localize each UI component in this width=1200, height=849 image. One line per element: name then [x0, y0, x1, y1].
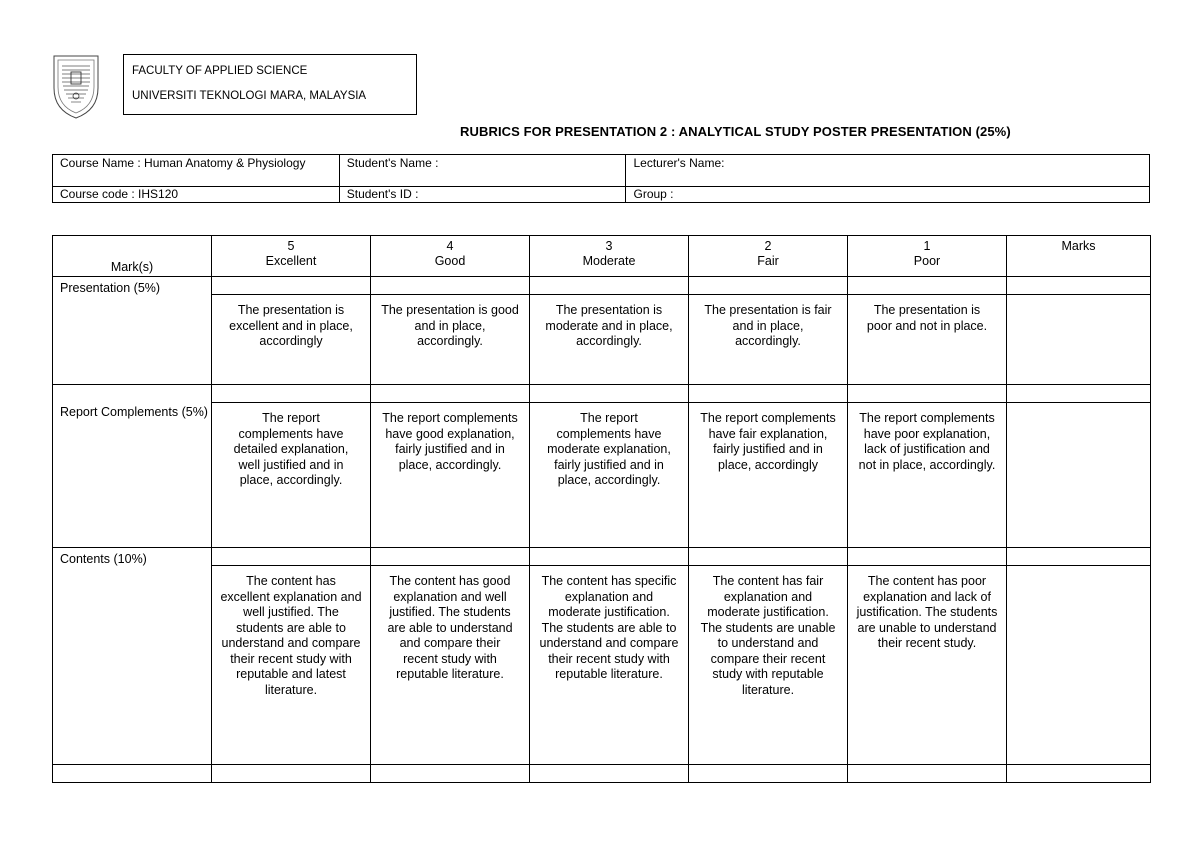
level-4-score: 4 [446, 239, 454, 253]
level-2-score: 2 [764, 239, 772, 253]
contents-level-3: The content has specific explanation and moderate justification. The students are able to understand and compare their recent study with reputable literature. [530, 566, 689, 765]
course-info-table [52, 154, 1150, 203]
total-marks-cell[interactable] [1007, 765, 1151, 783]
university-crest-icon [50, 52, 102, 122]
student-name-field[interactable]: Student's Name : [339, 155, 626, 187]
contents-level-1: The content has poor explanation and lack of justification. The students are unable to understand their recent study. [848, 566, 1007, 765]
level-2-header [689, 236, 848, 277]
report-marks-cell[interactable] [1007, 403, 1151, 548]
marks-column-header: Marks [1007, 236, 1151, 277]
contents-marks-cell[interactable] [1007, 566, 1151, 765]
level-1-score: 1 [923, 239, 931, 253]
group-field[interactable]: Group : [626, 187, 1150, 203]
faculty-header-box [123, 54, 417, 115]
course-name-field[interactable]: Course Name : Human Anatomy & Physiology [53, 155, 340, 187]
level-5-label: Excellent [265, 254, 317, 268]
student-id-field[interactable]: Student's ID : [339, 187, 626, 203]
contents-level-4: The content has good explanation and well justified. The students are able to understand and compare their recent study with reputable literature. [371, 566, 530, 765]
presentation-level-4: The presentation is good and in place, accordingly. [371, 295, 530, 385]
level-4-label: Good [434, 254, 466, 268]
level-1-header [848, 236, 1007, 277]
presentation-marks-cell[interactable] [1007, 295, 1151, 385]
level-4-header [371, 236, 530, 277]
level-3-header [530, 236, 689, 277]
total-row [53, 765, 1151, 783]
presentation-level-1: The presentation is poor and not in place. [848, 295, 1007, 385]
criterion-row-contents [53, 566, 1151, 765]
level-2-label: Fair [757, 254, 779, 268]
page-title: RUBRICS FOR PRESENTATION 2 : ANALYTICAL STUDY POSTER PRESENTATION (25%) [460, 124, 1011, 139]
university-name: UNIVERSITI TEKNOLOGI MARA, MALAYSIA [132, 90, 367, 102]
report-level-3: The report complements have moderate explanation, fairly justified and in place, accordingly. [530, 403, 689, 548]
report-level-2: The report complements have fair explanation, fairly justified and in place, accordingly [689, 403, 848, 548]
level-3-score: 3 [605, 239, 613, 253]
rubric-table [52, 235, 1151, 783]
contents-level-2: The content has fair explanation and moderate justification. The students are unable to understand and compare their recent study with reputable literature. [689, 566, 848, 765]
presentation-level-5: The presentation is excellent and in place, accordingly [212, 295, 371, 385]
criterion-contents: Contents (10%) [53, 548, 212, 765]
contents-level-5: The content has excellent explanation and well justified. The students are able to understand and compare their recent study with reputable and latest literature. [212, 566, 371, 765]
course-code-field[interactable]: Course code : IHS120 [53, 187, 340, 203]
marks-label-header: Mark(s) [53, 236, 212, 277]
rubric-header-row [53, 236, 1151, 277]
criterion-report-complements: Report Complements (5%) [53, 385, 212, 548]
presentation-level-3: The presentation is moderate and in place, accordingly. [530, 295, 689, 385]
level-5-header [212, 236, 371, 277]
report-level-5: The report complements have detailed explanation, well justified and in place, accordingly. [212, 403, 371, 548]
level-1-label: Poor [913, 254, 941, 268]
report-level-4: The report complements have good explanation, fairly justified and in place, accordingly. [371, 403, 530, 548]
criterion-row-presentation [53, 295, 1151, 385]
lecturer-name-field[interactable]: Lecturer's Name: [626, 155, 1150, 187]
level-5-score: 5 [287, 239, 295, 253]
presentation-level-2: The presentation is fair and in place, accordingly. [689, 295, 848, 385]
faculty-name: FACULTY OF APPLIED SCIENCE [132, 65, 308, 77]
criterion-row-report-complements [53, 403, 1151, 548]
report-level-1: The report complements have poor explanation, lack of justification and not in place, accordingly. [848, 403, 1007, 548]
criterion-presentation: Presentation (5%) [53, 277, 212, 385]
level-3-label: Moderate [582, 254, 636, 268]
